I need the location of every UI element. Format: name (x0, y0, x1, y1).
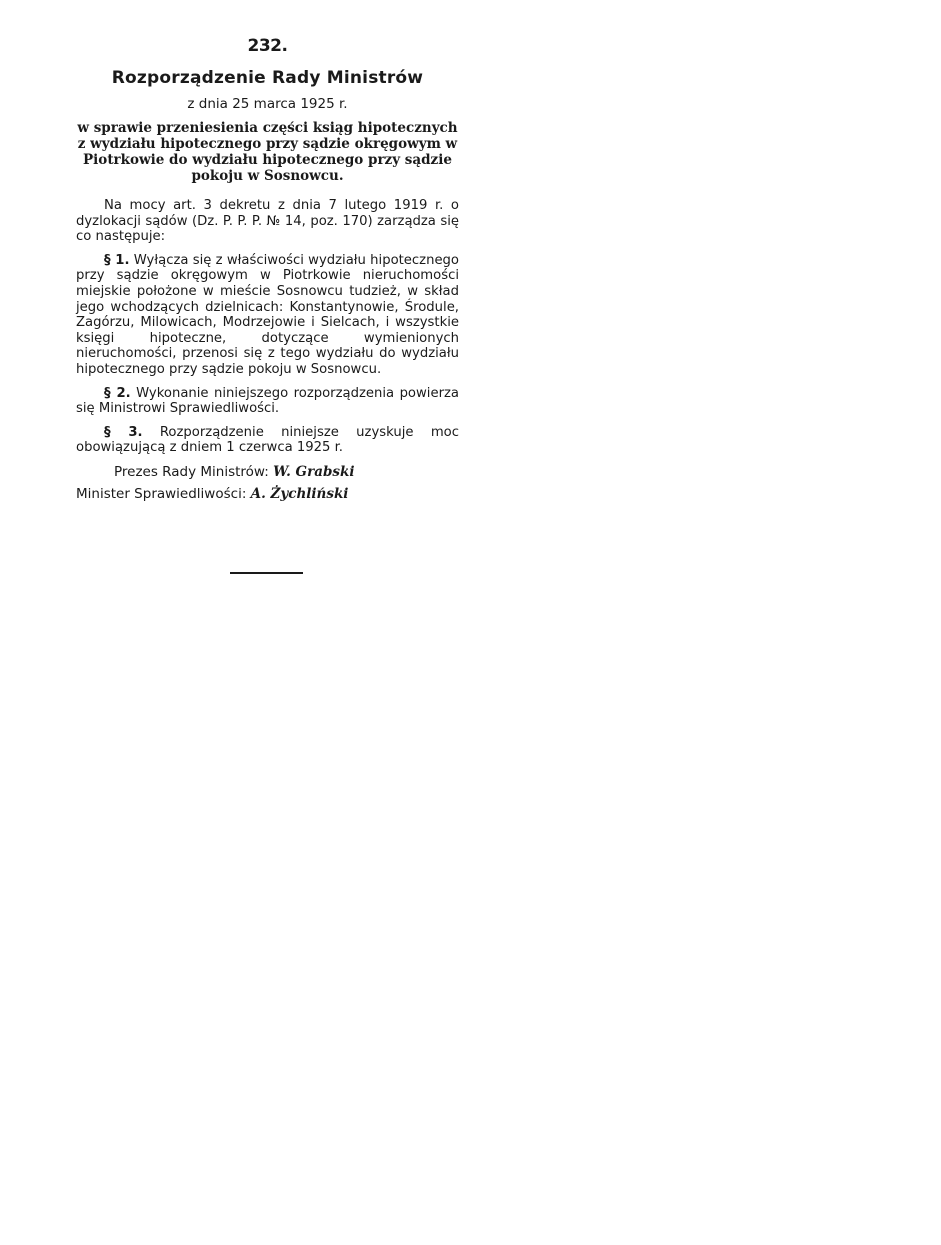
section-3-text: Rozporządzenie niniejsze uzyskuje moc obowiązującą z dniem 1 czerwca 1925 r. (76, 424, 459, 456)
document-subject: w sprawie przeniesienia części ksiąg hipotecznych z wydziału hipotecznego przy sądzie okręgowym w Piotrkowie do wydziału hipotecznego przy sądzie pokoju w Sosnowcu. (77, 120, 458, 184)
signature-justice-minister (76, 486, 459, 502)
document-date: z dnia 25 marca 1925 r. (187, 96, 348, 112)
signature-prime-minister (76, 464, 459, 480)
section-2 (76, 386, 459, 417)
section-3 (76, 425, 459, 456)
signature-name: A. Żychliński (250, 485, 349, 502)
section-3-label: § 3. (104, 424, 143, 440)
signature-name: W. Grabski (273, 463, 355, 480)
document-number: 232. (247, 36, 288, 56)
document-page (76, 36, 459, 502)
section-2-text: Wykonanie niniejszego rozporządzenia powierza się Ministrowi Sprawiedliwości. (76, 385, 459, 417)
document-title: Rozporządzenie Rady Ministrów (111, 68, 424, 88)
section-2-label: § 2. (104, 385, 131, 401)
closing-rule (230, 572, 303, 574)
preamble: Na mocy art. 3 dekretu z dnia 7 lutego 1919 r. o dyzlokacji sądów (Dz. P. P. P. № 14, poz. 170) zarządza się co następuje: (76, 198, 459, 245)
signature-role: Minister Sprawiedliwości: (76, 485, 247, 502)
section-1-label: § 1. (104, 252, 130, 268)
section-1 (76, 253, 459, 378)
section-1-text: Wyłącza się z właściwości wydziału hipotecznego przy sądzie okręgowym w Piotrkowie nieruchomości miejskie położone w mieście Sosnowcu tudzież, w skład jego wchodzących dzielnicach: Konstantynowie, Środule, Zagórzu, Milowicach, Modrzejowie i Sielcach, i wszystkie księgi hipoteczne, dotyczące wymienionych nieruchomości, przenosi się z tego wydziału do wydziału hipotecznego przy sądzie pokoju w Sosnowcu. (76, 252, 459, 377)
signature-role: Prezes Rady Ministrów: (114, 463, 269, 480)
